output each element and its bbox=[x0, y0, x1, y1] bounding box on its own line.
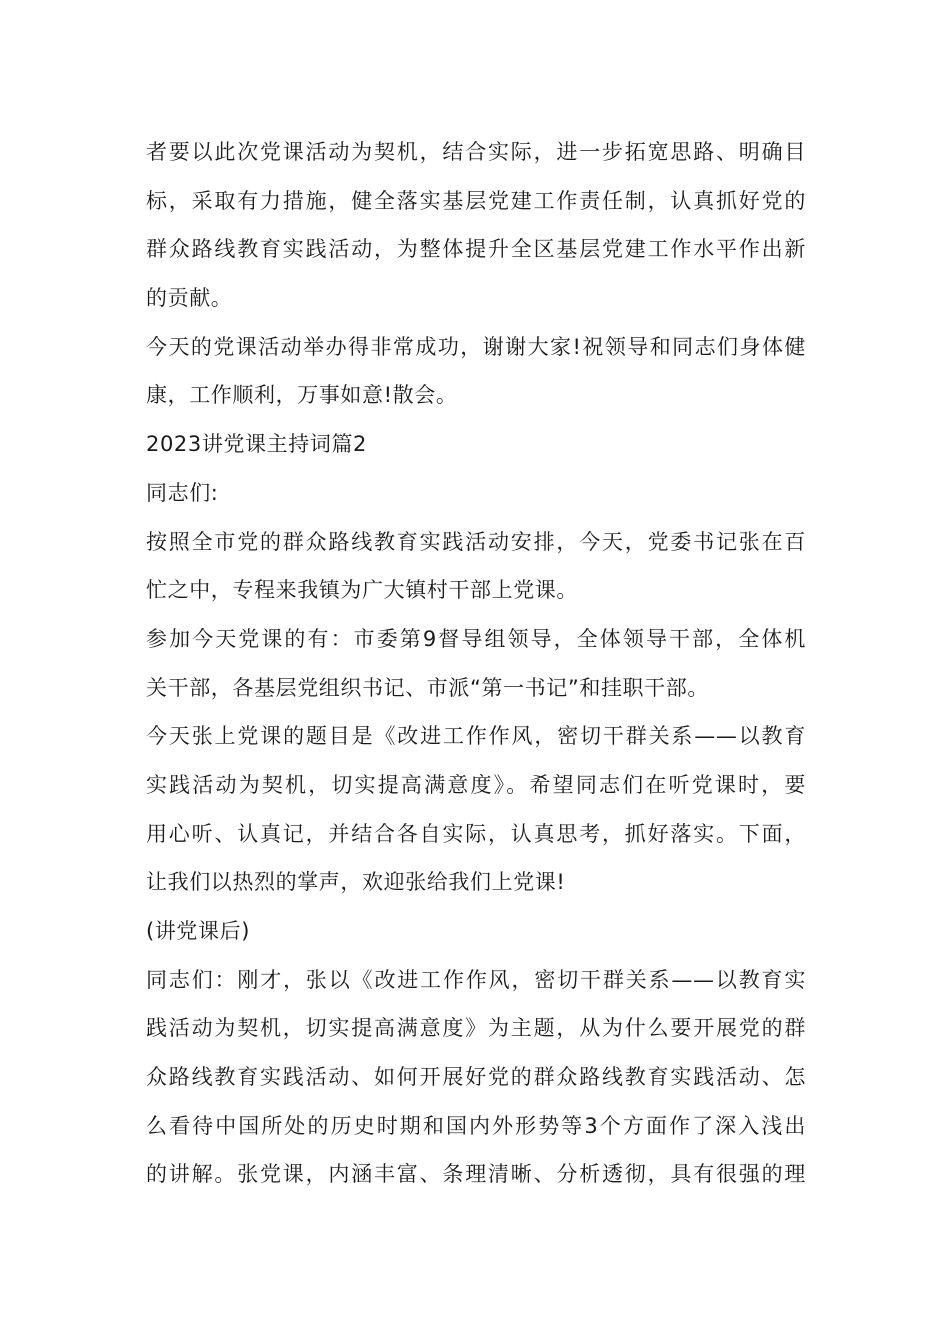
text-line: 康，工作顺利，万事如意!散会。 bbox=[146, 383, 458, 408]
text-line: 今天的党课活动举办得非常成功，谢谢大家!祝领导和同志们身体健 bbox=[146, 334, 806, 359]
text-line: 的讲解。张党课，内涵丰富、条理清晰、分析透彻，具有很强的理 bbox=[146, 1162, 806, 1187]
text-line: 用心听、认真记，并结合各自实际，认真思考，抓好落实。下面， bbox=[146, 821, 806, 846]
text-line: 按照全市党的群众路线教育实践活动安排，今天，党委书记张在百 bbox=[146, 529, 806, 554]
text-line: 标，采取有力措施，健全落实基层党建工作责任制，认真抓好党的 bbox=[146, 188, 806, 213]
text-line: 么看待中国所处的历史时期和国内外形势等3个方面作了深入浅出 bbox=[146, 1113, 806, 1138]
text-line: 参加今天党课的有：市委第9督导组领导，全体领导干部，全体机 bbox=[146, 626, 806, 651]
text-line: (讲党课后) bbox=[146, 919, 250, 943]
text-line: 2023讲党课主持词篇2 bbox=[146, 432, 368, 457]
text-line: 同志们: bbox=[146, 480, 219, 505]
text-line: 实践活动为契机，切实提高满意度》。希望同志们在听党课时，要 bbox=[146, 772, 806, 797]
text-line: 践活动为契机，切实提高满意度》为主题，从为什么要开展党的群 bbox=[146, 1016, 806, 1041]
text-line: 众路线教育实践活动、如何开展好党的群众路线教育实践活动、怎 bbox=[146, 1065, 806, 1090]
text-line: 忙之中，专程来我镇为广大镇村干部上党课。 bbox=[146, 578, 578, 603]
document-body bbox=[146, 128, 806, 1199]
text-line: 群众路线教育实践活动，为整体提升全区基层党建工作水平作出新 bbox=[146, 237, 806, 262]
text-line: 者要以此次党课活动为契机，结合实际，进一步拓宽思路、明确目 bbox=[146, 140, 806, 164]
text-line: 关干部，各基层党组织书记、市派“第一书记”和挂职干部。 bbox=[146, 675, 709, 700]
text-line: 的贡献。 bbox=[146, 286, 233, 311]
text-line: 让我们以热烈的掌声，欢迎张给我们上党课! bbox=[146, 870, 566, 895]
text-line: 今天张上党课的题目是《改进工作作风，密切干群关系——以教育 bbox=[146, 724, 806, 749]
text-line: 同志们：刚才，张以《改进工作作风，密切干群关系——以教育实 bbox=[146, 967, 806, 992]
